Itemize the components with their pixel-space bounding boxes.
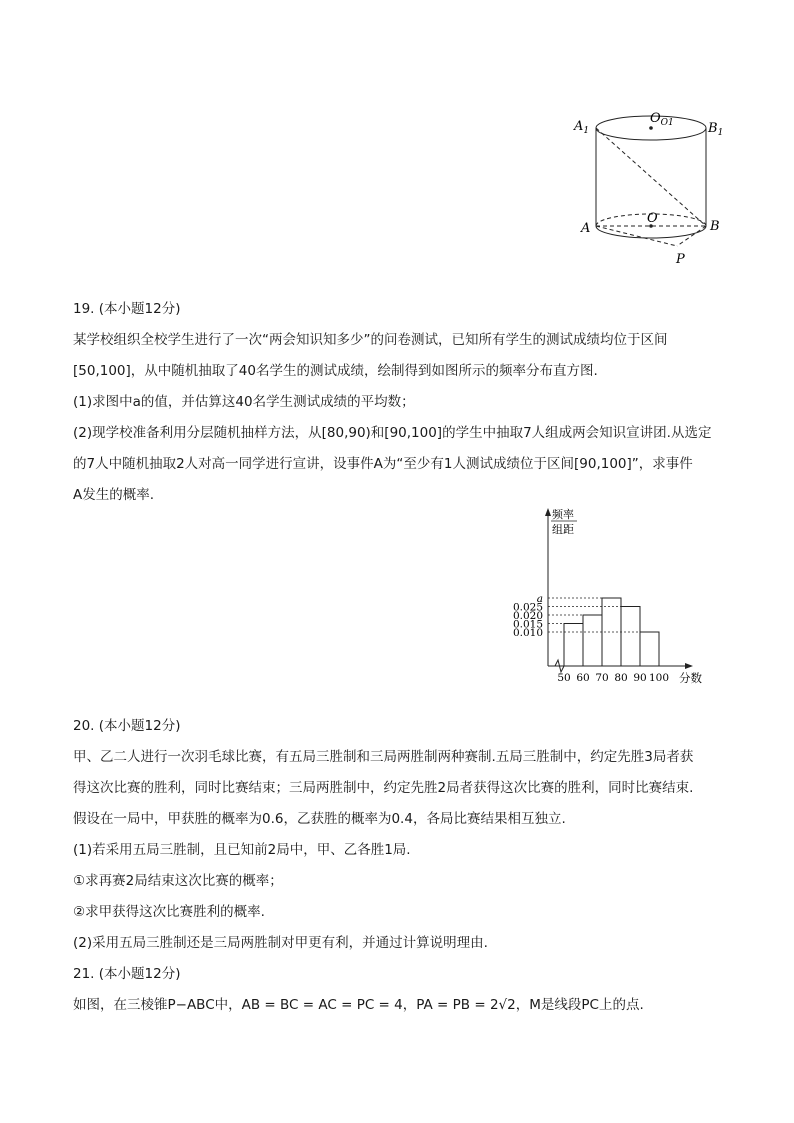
q20-line1: 甲、乙二人进行一次羽毛球比赛，有五局三胜制和三局两胜制两种赛制.五局三胜制中，约定先胜3局者获 (73, 749, 694, 765)
q19-part2-line3: A发生的概率. (73, 487, 155, 503)
q19-stem-line2: [50,100]，从中随机抽取了40名学生的测试成绩，绘制得到如图所示的频率分布直方图. (73, 363, 598, 379)
q19-stem-line1: 某学校组织全校学生进行了一次“两会知识知多少”的问卷测试，已知所有学生的测试成绩均位于区间 (73, 332, 668, 348)
point-o1 (649, 126, 653, 130)
ylabel-bottom: 组距 (552, 523, 574, 536)
histogram-bar (564, 624, 583, 667)
x-tick-label: 50 (557, 672, 571, 684)
frequency-histogram (505, 505, 720, 690)
x-tick-labels (557, 672, 669, 684)
y-tick-labels (513, 593, 543, 639)
q20-header: 20. (本小题12分) (73, 718, 181, 734)
x-tick-label: 100 (648, 672, 670, 684)
q20-line2: 得这次比赛的胜利，同时比赛结束；三局两胜制中，约定先胜2局者获得这次比赛的胜利，同时比赛结束. (73, 780, 694, 796)
label-o1: $O_{O1}$ (650, 111, 674, 128)
x-tick-label: 60 (576, 672, 590, 684)
q21-header: 21. (本小题12分) (73, 966, 181, 982)
xlabel: 分数 (679, 671, 702, 685)
label-p: P (676, 252, 685, 267)
q19-part2-line1: (2)现学校准备利用分层随机抽样方法，从[80,90)和[90,100]的学生中抽取7人组成两会知识宣讲团.从选定 (73, 425, 712, 441)
a-p-dashed (596, 226, 677, 246)
label-b1: $B_1$ (708, 121, 724, 138)
y-tick-label: a (536, 593, 543, 605)
q19-header: 19. (本小题12分) (73, 301, 181, 317)
x-axis-arrow (685, 663, 693, 669)
q20-line3: 假设在一局中，甲获胜的概率为0.6，乙获胜的概率为0.4，各局比赛结果相互独立. (73, 811, 566, 827)
y-tick-label: 0.015 (512, 618, 543, 631)
y-axis-arrow (545, 508, 551, 516)
label-a1: $A_1$ (574, 119, 590, 136)
y-tick-label: 0.020 (512, 610, 543, 622)
bottom-front-arc (596, 226, 706, 238)
label-a: A (581, 221, 591, 236)
histogram-bar (640, 632, 659, 666)
ylabel-top: 频率 (552, 508, 574, 521)
x-tick-label: 90 (633, 672, 647, 684)
y-tick-label: 0.025 (512, 601, 543, 614)
histogram-bars (564, 598, 659, 666)
q20-line6: ②求甲获得这次比赛胜利的概率. (73, 904, 265, 920)
label-b: B (710, 219, 720, 234)
q19-part1: (1)求图中a的值，并估算这40名学生测试成绩的平均数； (73, 394, 415, 410)
q21-line1: 如图，在三棱锥P−ABC中，AB = BC = AC = PC = 4，PA = PB = 2√2，M是线段PC上的点. (73, 997, 644, 1013)
q19-part2-line2: 的7人中随机抽取2人对高一同学进行宣讲，设事件A为“至少有1人测试成绩位于区间[90,100]”，求事件 (73, 456, 693, 472)
x-tick-label: 80 (614, 672, 628, 684)
label-o: O (647, 211, 658, 226)
histogram-bar (583, 615, 602, 666)
q20-line5: ①求再赛2局结束这次比赛的概率； (73, 873, 283, 889)
histogram-bar (621, 607, 640, 667)
y-tick-label: 0.010 (512, 627, 543, 639)
q20-line7: (2)采用五局三胜制还是三局两胜制对甲更有利，并通过计算说明理由. (73, 935, 488, 951)
q20-line4: (1)若采用五局三胜制，且已知前2局中，甲、乙各胜1局. (73, 842, 411, 858)
x-tick-label: 70 (595, 672, 609, 684)
cylinder-figure (565, 100, 730, 270)
